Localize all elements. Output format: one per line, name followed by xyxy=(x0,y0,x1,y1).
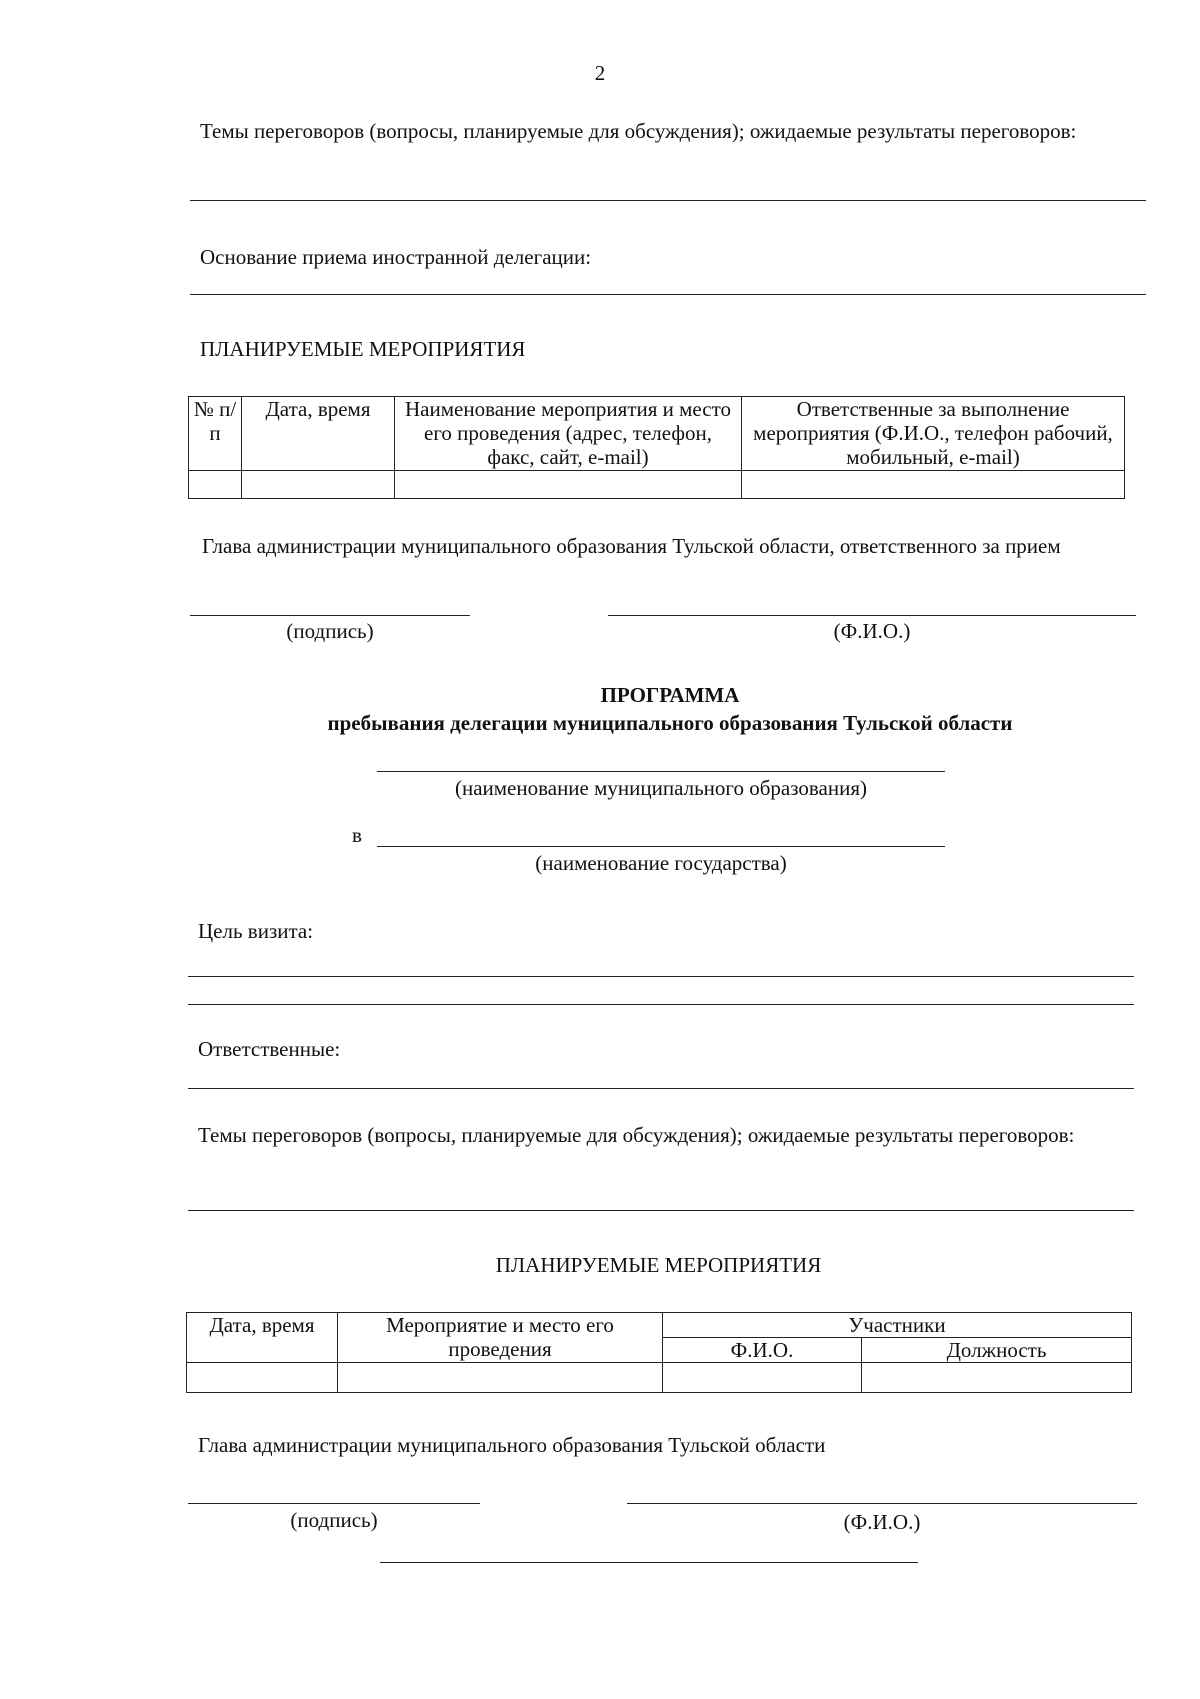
state-caption: (наименование государства) xyxy=(535,851,787,875)
program-title: ПРОГРАММА xyxy=(600,683,740,707)
signature-caption-1: (подпись) xyxy=(286,619,374,643)
topics-fill-line-2[interactable] xyxy=(188,1210,1134,1211)
name-caption-2: (Ф.И.О.) xyxy=(843,1510,921,1534)
program-subtitle: пребывания делегации муниципального образования Тульской области xyxy=(327,711,1013,735)
municipality-caption: (наименование муниципального образования) xyxy=(454,776,868,800)
name-caption-1: (Ф.И.О.) xyxy=(833,619,911,643)
head-text-1: Глава администрации муниципального образования Тульской области, ответственного за прием xyxy=(202,534,1061,558)
basis-label: Основание приема иностранной делегации: xyxy=(200,245,592,269)
purpose-fill-line-2[interactable] xyxy=(188,1004,1134,1005)
signature-line-2[interactable] xyxy=(188,1503,480,1504)
bottom-fill-line[interactable] xyxy=(380,1562,918,1563)
table-row xyxy=(189,471,1125,499)
table2-header-event: Мероприятие и место его проведения xyxy=(338,1313,663,1363)
purpose-label: Цель визита: xyxy=(198,919,314,943)
head-text-2: Глава администрации муниципального образования Тульской области xyxy=(198,1433,826,1457)
signature-line-1[interactable] xyxy=(190,615,470,616)
table2-cell-date[interactable] xyxy=(187,1363,338,1393)
table1-cell-responsible[interactable] xyxy=(742,471,1125,499)
table2-cell-event[interactable] xyxy=(338,1363,663,1393)
table2-cell-position[interactable] xyxy=(862,1363,1132,1393)
events-table-1 xyxy=(188,396,1125,499)
table2-header-date: Дата, время xyxy=(187,1313,338,1363)
table2-header-participants: Участники xyxy=(663,1313,1132,1338)
basis-fill-line[interactable] xyxy=(190,294,1146,295)
topics-label-1: Темы переговоров (вопросы, планируемые для обсуждения); ожидаемые результаты переговоров: xyxy=(200,119,1077,143)
table1-cell-number[interactable] xyxy=(189,471,242,499)
municipality-fill-line[interactable] xyxy=(377,771,945,772)
table1-header-date: Дата, время xyxy=(242,397,395,471)
table-row xyxy=(187,1363,1132,1393)
name-line-2[interactable] xyxy=(627,1503,1137,1504)
signature-caption-2: (подпись) xyxy=(290,1508,378,1532)
table1-header-number: № п/п xyxy=(189,397,242,471)
table1-cell-date[interactable] xyxy=(242,471,395,499)
table2-cell-name[interactable] xyxy=(663,1363,862,1393)
table1-header-event: Наименование мероприятия и место его проведения (адрес, телефон, факс, сайт, e-mail) xyxy=(395,397,742,471)
in-label: в xyxy=(352,823,362,847)
table2-header-name: Ф.И.О. xyxy=(663,1338,862,1363)
table1-header-responsible: Ответственные за выполнение мероприятия (Ф.И.О., телефон рабочий, мобильный, e-mail) xyxy=(742,397,1125,471)
events-heading-1: ПЛАНИРУЕМЫЕ МЕРОПРИЯТИЯ xyxy=(200,337,526,361)
table1-cell-event[interactable] xyxy=(395,471,742,499)
topics-fill-line-1[interactable] xyxy=(190,200,1146,201)
events-heading-2: ПЛАНИРУЕМЫЕ МЕРОПРИЯТИЯ xyxy=(495,1253,822,1277)
purpose-fill-line-1[interactable] xyxy=(188,976,1134,977)
table2-header-position: Должность xyxy=(862,1338,1132,1363)
state-fill-line[interactable] xyxy=(377,846,945,847)
events-table-2 xyxy=(186,1312,1132,1393)
page-number: 2 xyxy=(594,61,606,85)
responsible-fill-line[interactable] xyxy=(188,1088,1134,1089)
topics-label-2: Темы переговоров (вопросы, планируемые для обсуждения); ожидаемые результаты переговоров: xyxy=(198,1123,1075,1147)
name-line-1[interactable] xyxy=(608,615,1136,616)
responsible-label: Ответственные: xyxy=(198,1037,341,1061)
